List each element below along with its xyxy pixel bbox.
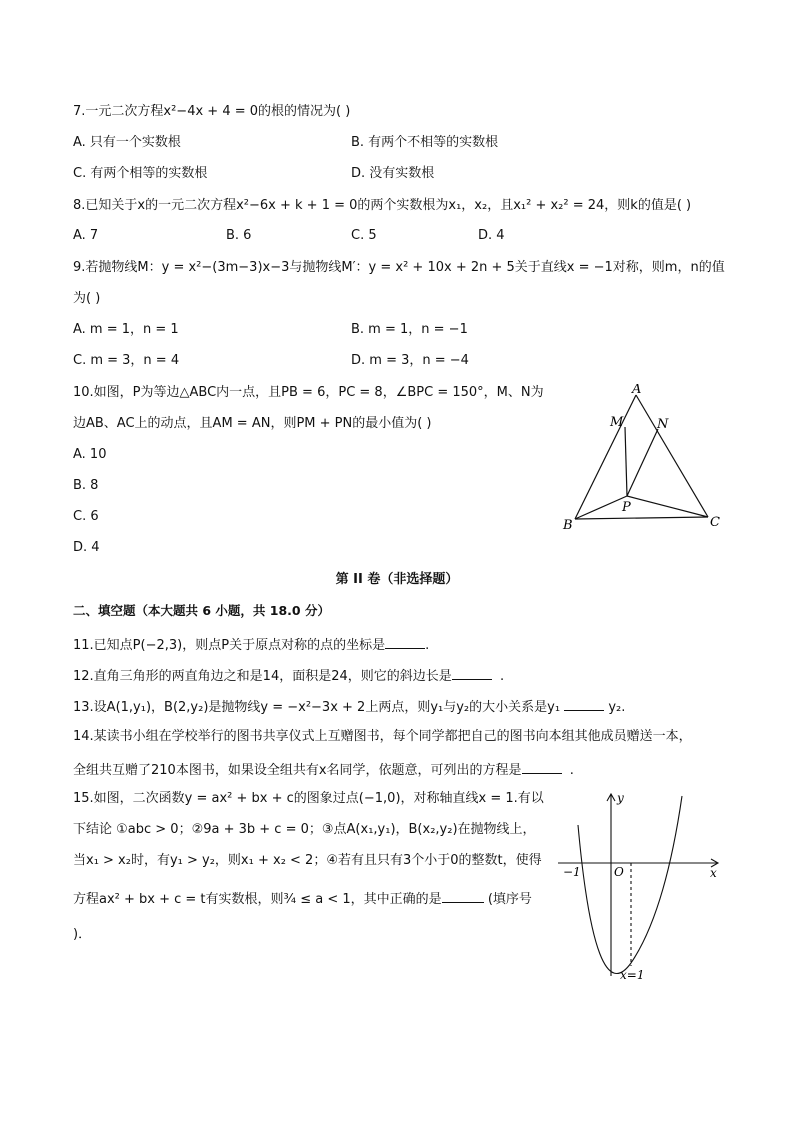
q9-option-d: D. m = 3，n = −4	[351, 353, 469, 368]
q9-stem-line2: 为( )	[73, 291, 101, 306]
q10-option-c: C. 6	[73, 509, 99, 524]
q15-answer-blank[interactable]	[442, 888, 484, 903]
q12-tail: .	[500, 669, 505, 684]
edge-bc	[575, 517, 708, 519]
q12	[73, 665, 504, 686]
label-p: P	[622, 500, 631, 515]
triangle-figure	[555, 384, 730, 536]
q13-answer-blank[interactable]	[564, 696, 604, 711]
fill-in-header: 二、填空题（本大题共 6 小题，共 18.0 分）	[73, 603, 330, 618]
section-title: 第 II 卷（非选择题）	[335, 572, 459, 587]
label-a: A	[632, 384, 642, 397]
q15-tail: (填序号	[487, 892, 532, 907]
q12-text: 12.直角三角形的两直角边之和是14，面积是24，则它的斜边长是	[73, 669, 452, 684]
q9-option-c: C. m = 3，n = 4	[73, 353, 180, 368]
origin-label: O	[614, 865, 624, 879]
parabola-curve	[578, 796, 682, 974]
q8-option-d: D. 4	[478, 228, 505, 243]
q7-option-b: B. 有两个不相等的实数根	[351, 135, 499, 150]
q15-line3: 当x₁ > x₂时，有y₁ > y₂，则x₁ + x₂ < 2；④若有且只有3个小于0的整数t，使得	[73, 853, 542, 868]
q11-tail: .	[425, 638, 430, 653]
segment-pc	[627, 496, 708, 517]
q15-line1: 15.如图，二次函数y = ax² + bx + c的图象过点(−1,0)，对称轴直线x = 1.有以	[73, 791, 544, 806]
label-n: N	[657, 417, 669, 432]
q9-option-b: B. m = 1，n = −1	[351, 322, 468, 337]
q10-stem-line1: 10.如图，P为等边△ABC内一点，且PB = 6，PC = 8，∠BPC = 150°，M、N为	[73, 385, 544, 400]
q9-option-a: A. m = 1，n = 1	[73, 322, 179, 337]
q12-answer-blank[interactable]	[452, 665, 492, 680]
q8-stem: 8.已知关于x的一元二次方程x²−6x + k + 1 = 0的两个实数根为x₁，x₂，且x₁² + x₂² = 24，则k的值是( )	[73, 198, 692, 213]
q15-text: 方程ax² + bx + c = t有实数根，则¾ ≤ a < 1，其中正确的是	[73, 892, 442, 907]
q11-answer-blank[interactable]	[385, 634, 425, 649]
q7-stem: 7.一元二次方程x²−4x + 4 = 0的根的情况为( )	[73, 104, 351, 119]
q11	[73, 634, 429, 655]
q11-text: 11.已知点P(−2,3)，则点P关于原点对称的点的坐标是	[73, 638, 386, 653]
x-axis-label: x	[710, 866, 717, 880]
q7-option-d: D. 没有实数根	[351, 166, 435, 181]
q13-tail: y₂.	[608, 700, 626, 715]
q8-option-b: B. 6	[226, 228, 252, 243]
q7-option-a: A. 只有一个实数根	[73, 135, 181, 150]
q14-tail: .	[569, 763, 574, 778]
neg-one-label: −1	[563, 865, 581, 879]
symmetry-axis-label: x=1	[620, 968, 645, 982]
q13	[73, 696, 625, 717]
q7-option-c: C. 有两个相等的实数根	[73, 166, 208, 181]
q9-stem-line1: 9.若抛物线M：y = x²−(3m−3)x−3与抛物线M′：y = x² + 10x + 2n + 5关于直线x = −1对称，则m，n的值	[73, 260, 725, 275]
q14-line1: 14.某读书小组在学校举行的图书共享仪式上互赠图书，每个同学都把自己的图书向本组其他成员赠送一本，	[73, 729, 692, 744]
q15-line4	[73, 888, 532, 909]
q10-stem-line2: 边AB、AC上的动点，且AM = AN，则PM + PN的最小值为( )	[73, 416, 432, 431]
segment-pm	[625, 427, 627, 496]
q15-line2: 下结论 ①abc > 0；②9a + 3b + c = 0；③点A(x₁,y₁)，B(x₂,y₂)在抛物线上，	[73, 822, 536, 837]
parabola-figure	[550, 790, 730, 985]
q10-option-b: B. 8	[73, 478, 99, 493]
q13-text: 13.设A(1,y₁)，B(2,y₂)是抛物线y = −x²−3x + 2上两点，则y₁与y₂的大小关系是y₁	[73, 700, 561, 715]
q10-option-d: D. 4	[73, 540, 100, 555]
y-axis-label: y	[617, 791, 624, 805]
q14-text: 全组共互赠了210本图书，如果设全组共有x名同学，依题意，可列出的方程是	[73, 763, 522, 778]
segment-pn	[627, 429, 658, 496]
q14-answer-blank[interactable]	[522, 759, 562, 774]
segment-pb	[575, 496, 627, 519]
q15-line5: )．	[73, 927, 92, 942]
q10-option-a: A. 10	[73, 447, 107, 462]
label-c: C	[710, 515, 720, 530]
label-m: M	[610, 415, 624, 430]
label-b: B	[563, 518, 573, 533]
q8-option-a: A. 7	[73, 228, 99, 243]
q14-line2	[73, 759, 574, 780]
q8-option-c: C. 5	[351, 228, 377, 243]
edge-ac	[636, 395, 708, 517]
